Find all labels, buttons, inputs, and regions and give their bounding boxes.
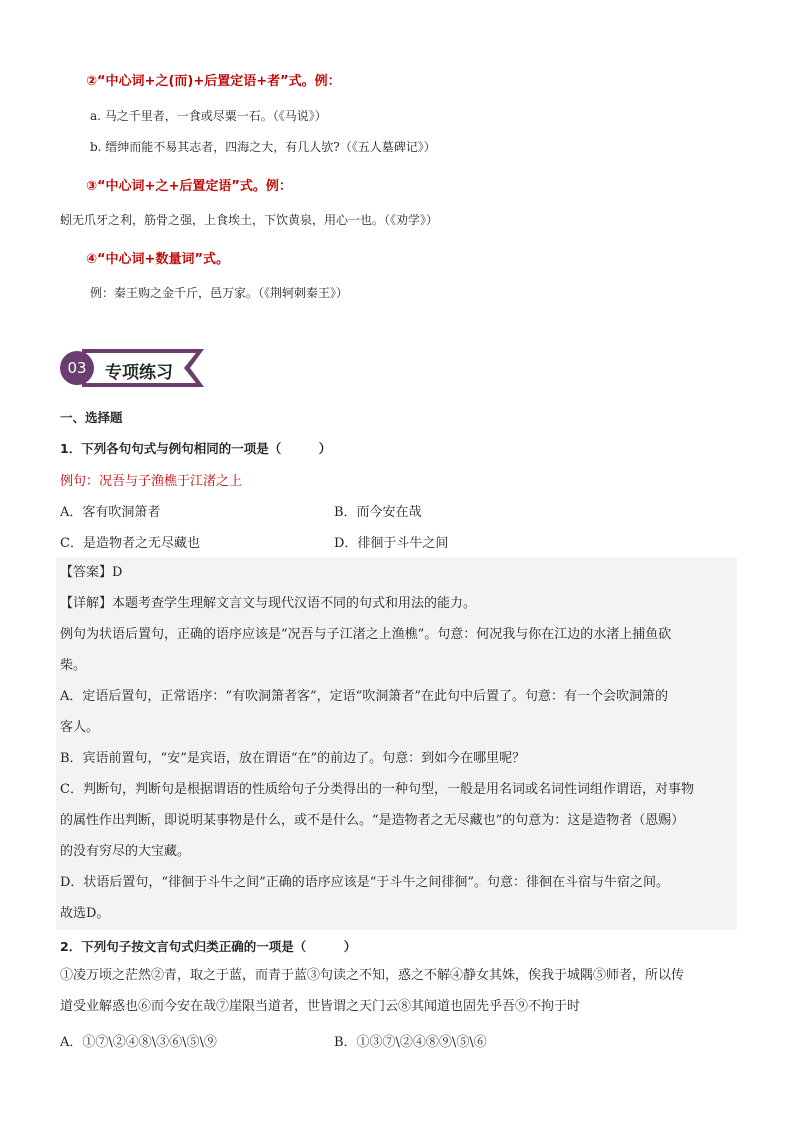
detail-example-line-2: 柴。 [60, 658, 87, 673]
grammar-item-2-example-b: b. 缙绅而能不易其志者，四海之大，有几人欤?（《五人墓碑记》） [90, 140, 436, 154]
question-2-stem: 2．下列句子按文言句式归类正确的一项是（ ） [60, 939, 357, 954]
question-1-option-c: C．是造物者之无尽藏也 [60, 536, 200, 551]
question-1-option-b: B．而今安在哉 [334, 505, 422, 520]
question-type-heading: 一、选择题 [60, 410, 123, 425]
detail-option-a-line-1: A．定语后置句，正常语序：“有吹洞箫者客”，定语“吹洞箫者”在此句中后置了。句意：有一个会吹洞箫的 [60, 689, 668, 704]
grammar-item-3-heading: ③“中心词+之+后置定语”式。例： [86, 179, 292, 194]
grammar-item-2-example-a: a. 马之千里者，一食或尽粟一石。（《马说》） [90, 109, 327, 123]
grammar-item-4-heading: ④“中心词+数量词”式。 [86, 252, 229, 267]
detail-conclusion: 故选D。 [60, 906, 110, 921]
question-2-option-b: B．①③⑦\②④⑧⑨\⑤\⑥ [334, 1035, 487, 1050]
answer-line: 【答案】D [60, 565, 123, 580]
detail-option-a-line-2: 客人。 [60, 720, 100, 735]
detail-option-d: D．状语后置句，“徘徊于斗牛之间”正确的语序应该是“于斗牛之间徘徊”。句意：徘徊在斗宿与牛宿之间。 [60, 875, 670, 890]
question-1-example: 例句：况吾与子渔樵于江渚之上 [60, 474, 243, 489]
question-2-option-a: A．①⑦\②④⑧\③⑥\⑤\⑨ [60, 1035, 217, 1050]
detail-example-line-1: 例句为状语后置句，正确的语序应该是“况吾与子江渚之上渔樵”。句意：何况我与你在江边的水渚上捕鱼砍 [60, 627, 672, 642]
grammar-item-3-example: 蚓无爪牙之利，筋骨之强，上食埃土，下饮黄泉，用心一也。（《劝学》） [60, 213, 439, 227]
grammar-item-2-heading: ②“中心词+之(而)+后置定语+者”式。例： [86, 74, 341, 89]
question-1-stem: 1．下列各句句式与例句相同的一项是（ ） [60, 441, 332, 456]
question-1-option-a: A．客有吹洞箫者 [60, 505, 161, 520]
section-title: 专项练习 [105, 363, 173, 383]
detail-option-c-line-3: 的没有穷尽的大宝藏。 [60, 844, 191, 859]
question-2-body-line-1: ①凌万顷之茫然②青，取之于蓝，而青于蓝③句读之不知，惑之不解④静女其姝，俟我于城隅⑤师者，所以传 [60, 968, 685, 983]
section-number: 03 [60, 351, 94, 385]
detail-option-c-line-1: C．判断句，判断句是根据谓语的性质给句子分类得出的一种句型，一般是用名词或名词性词组作谓语，对事物 [60, 782, 694, 797]
detail-option-b: B．宾语前置句，“安”是宾语，放在谓语“在”的前边了。句意：到如今在哪里呢？ [60, 751, 526, 766]
question-2-body-line-2: 道受业解惑也⑥而今安在哉⑦崖限当道者，世皆谓之天门云⑧其闻道也固先乎吾⑨不拘于时 [60, 999, 581, 1014]
grammar-item-4-example: 例：秦王购之金千斤，邑万家。（《荆轲刺秦王》） [90, 286, 349, 300]
detail-option-c-line-2: 的属性作出判断，即说明某事物是什么，或不是什么。“是造物者之无尽藏也”的句意为：这是造物者（恩赐） [60, 813, 685, 828]
question-1-option-d: D．徘徊于斗牛之间 [334, 536, 449, 551]
detail-intro: 【详解】本题考查学生理解文言文与现代汉语不同的句式和用法的能力。 [60, 596, 477, 611]
